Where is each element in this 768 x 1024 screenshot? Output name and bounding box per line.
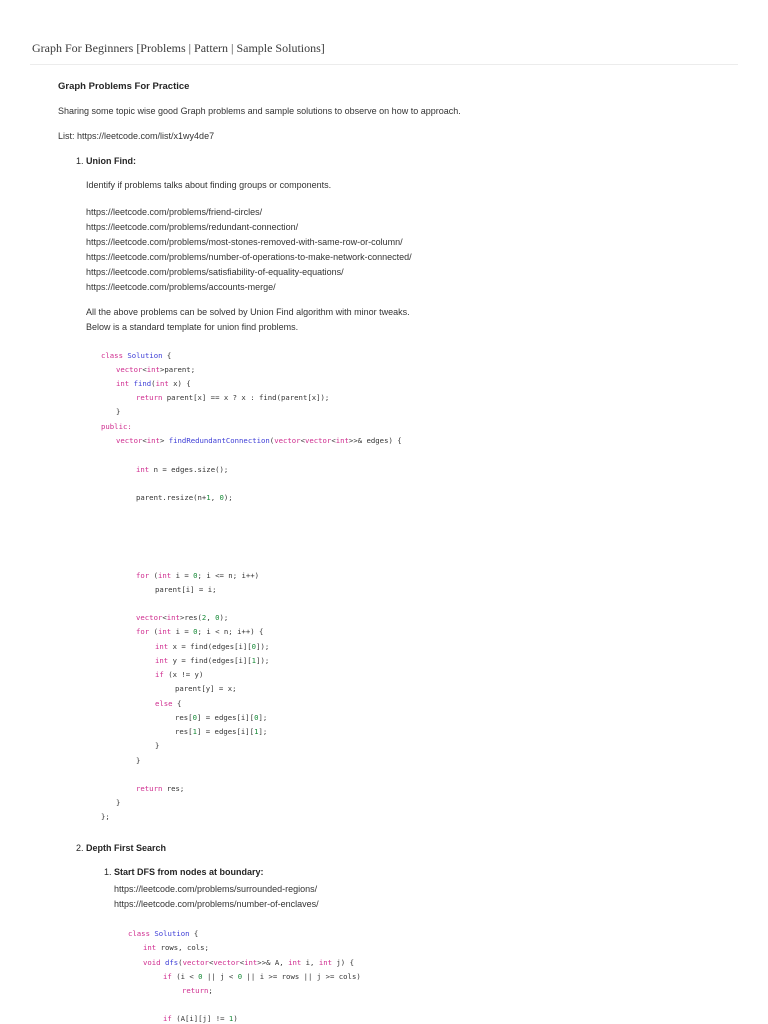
problem-link[interactable]: https://leetcode.com/problems/satisfiability-of-equality-equations/ <box>86 267 344 277</box>
problem-link[interactable]: https://leetcode.com/problems/surrounded-regions/ <box>114 884 318 894</box>
code-line: void dfs(vector<vector<int>>& A, int i, int j) { <box>143 958 354 967</box>
document-title: Graph For Beginners [Problems | Pattern | Sample Solutions] <box>32 41 325 55</box>
problem-link[interactable]: https://leetcode.com/problems/number-of-operations-to-make-network-connected/ <box>86 252 412 262</box>
union-find-links <box>86 205 412 295</box>
code-line: for (int i = 0; i <= n; i++) <box>136 571 260 580</box>
code-line: vector<int>res(2, 0); <box>136 613 229 622</box>
code-line: class Solution { <box>128 929 199 938</box>
code-line: return res; <box>136 784 185 793</box>
code-line: public: <box>101 422 132 431</box>
union-find-note-line: Below is a standard template for union find problems. <box>86 322 299 332</box>
code-line: return parent[x] == x ? x : find(parent[x]); <box>136 393 330 402</box>
code-line: res[1] = edges[i][1]; <box>175 727 268 736</box>
union-find-number: 1. <box>76 156 84 166</box>
problem-link[interactable]: https://leetcode.com/problems/accounts-merge/ <box>86 282 276 292</box>
post-intro: Sharing some topic wise good Graph problems and sample solutions to observe on how to approach. <box>58 106 461 116</box>
code-line: int rows, cols; <box>143 943 209 952</box>
union-find-note-line: All the above problems can be solved by Union Find algorithm with minor tweaks. <box>86 307 410 317</box>
code-line: if (x != y) <box>155 670 204 679</box>
code-line: else { <box>155 699 182 708</box>
code-line: if (A[i][j] != 1) <box>163 1014 238 1023</box>
code-line: } <box>136 756 141 765</box>
code-line: parent[i] = i; <box>155 585 217 594</box>
union-find-note <box>86 305 410 335</box>
union-find-description: Identify if problems talks about finding groups or components. <box>86 180 332 190</box>
code-line: int y = find(edges[i][1]); <box>155 656 270 665</box>
code-line: res[0] = edges[i][0]; <box>175 713 268 722</box>
code-line: int x = find(edges[i][0]); <box>155 642 270 651</box>
code-line: int find(int x) { <box>116 379 191 388</box>
problem-link[interactable]: https://leetcode.com/problems/redundant-connection/ <box>86 222 299 232</box>
union-find-title: Union Find: <box>86 156 137 166</box>
list-link[interactable]: List: https://leetcode.com/list/x1wy4de7 <box>58 131 215 141</box>
problem-link[interactable]: https://leetcode.com/problems/most-stones-removed-with-same-row-or-column/ <box>86 237 403 247</box>
code-line: vector<int> findRedundantConnection(vector<vector<int>>& edges) { <box>116 436 402 445</box>
code-line: }; <box>101 812 110 821</box>
dfs-sub-title: Start DFS from nodes at boundary: <box>114 867 264 877</box>
union-find-heading <box>76 156 136 166</box>
code-line: if (i < 0 || j < 0 || i >= rows || j >= cols) <box>163 972 361 981</box>
code-line: parent.resize(n+1, 0); <box>136 493 233 502</box>
code-line: parent[y] = x; <box>175 684 237 693</box>
title-divider <box>30 64 738 65</box>
dfs-heading <box>76 843 166 853</box>
problem-link[interactable]: https://leetcode.com/problems/friend-circles/ <box>86 207 263 217</box>
code-line: int n = edges.size(); <box>136 465 229 474</box>
dfs-title: Depth First Search <box>86 843 167 853</box>
post-heading: Graph Problems For Practice <box>58 81 190 92</box>
code-line: vector<int>parent; <box>116 365 196 374</box>
dfs-sub-number: 1. <box>104 867 112 877</box>
dfs-links <box>114 882 319 912</box>
code-line: } <box>116 798 121 807</box>
dfs-number: 2. <box>76 843 84 853</box>
dfs-subheading <box>104 867 264 877</box>
code-line: class Solution { <box>101 351 172 360</box>
code-line: for (int i = 0; i < n; i++) { <box>136 627 264 636</box>
code-line: } <box>116 407 121 416</box>
problem-link[interactable]: https://leetcode.com/problems/number-of-enclaves/ <box>114 899 319 909</box>
code-line: } <box>155 741 160 750</box>
code-line: return; <box>182 986 213 995</box>
